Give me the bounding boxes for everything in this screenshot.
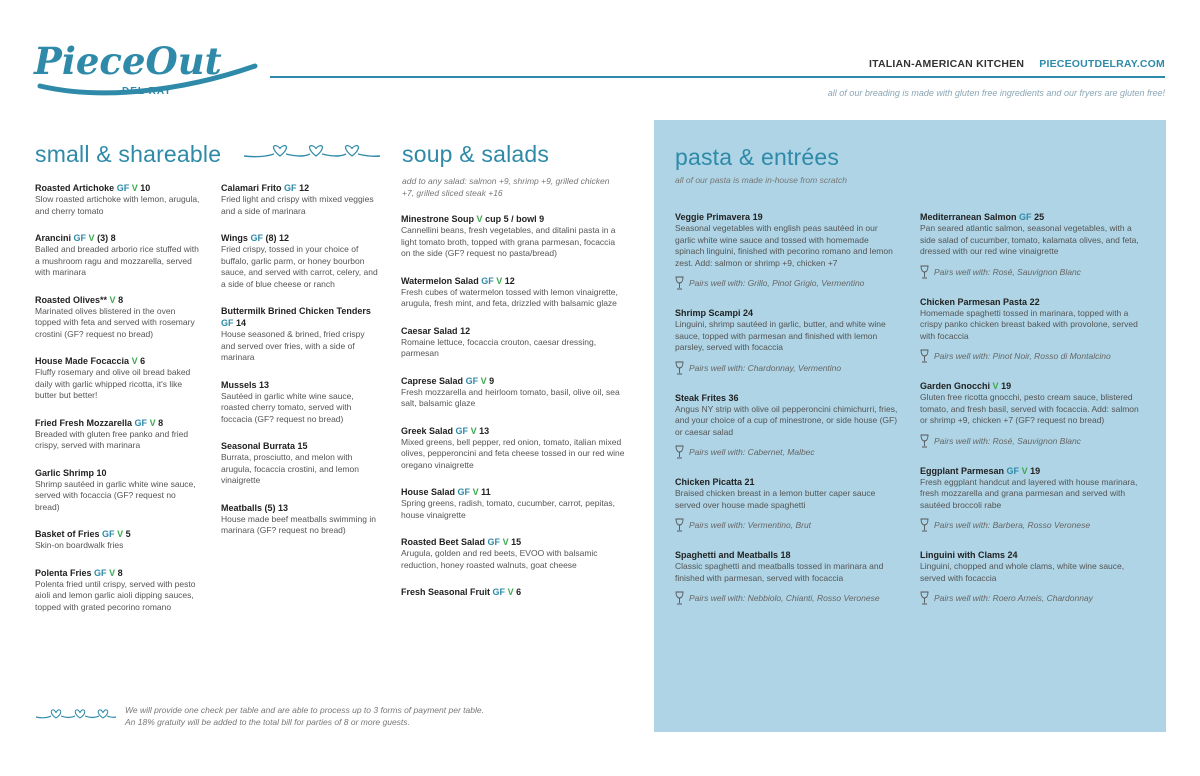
- menu-item-meatballs: [221, 502, 381, 537]
- item-name: [221, 232, 381, 244]
- vegetarian-badge: V: [1021, 465, 1028, 476]
- hearts-decoration-icon: [242, 140, 382, 169]
- item-title: Garlic Shrimp: [35, 467, 95, 478]
- item-title: Chicken Picatta: [675, 477, 743, 487]
- menu-item-caprese-salad: [401, 375, 626, 410]
- vegetarian-badge: V: [502, 537, 509, 547]
- item-name: [920, 296, 1145, 308]
- item-description: House made beef meatballs swimming in marinara (GF? request no bread): [221, 513, 376, 535]
- menu-item-fresh-seasonal-fruit: [401, 586, 626, 598]
- item-name: [920, 549, 1145, 561]
- item-title: Roasted Beet Salad: [401, 537, 486, 547]
- wine-pairing-text: Pairs well with: Roero Arneis, Chardonnay: [934, 593, 1093, 603]
- item-name: [35, 467, 200, 479]
- item-name: [401, 486, 626, 498]
- menu-item-greek-salad: [401, 425, 626, 472]
- item-price: 13: [479, 425, 490, 436]
- header-right: [869, 58, 1165, 70]
- item-price: 22: [1029, 296, 1040, 307]
- item-price: 19: [1030, 465, 1041, 476]
- menu-item-roasted-artichoke: [35, 182, 200, 217]
- menu-item-wings: [221, 232, 381, 290]
- menu-item-spaghetti-and-meatballs: [675, 549, 900, 605]
- gluten-free-badge: GF: [94, 567, 107, 578]
- item-title: Steak Frites: [675, 392, 727, 403]
- item-name: [35, 232, 200, 244]
- item-price: 8: [158, 417, 164, 428]
- soup-salads-column: [401, 213, 626, 613]
- pasta-right-column: [920, 211, 1145, 622]
- wine-pairing: [675, 361, 900, 375]
- gluten-free-badge: GF: [1019, 212, 1032, 222]
- gluten-free-badge: GF: [1006, 465, 1020, 476]
- menu-item-calamari-frito: [221, 182, 381, 217]
- pieceout-logo: [30, 36, 260, 100]
- logo-sub: DEL RAY: [122, 86, 172, 97]
- item-description: Linguini, shrimp sautéed in garlic, butter, and white wine sauce, topped with parmesan and finished with lemon parsley, served with focaccia: [675, 319, 886, 352]
- item-title: Eggplant Parmesan: [920, 465, 1005, 476]
- item-price: 24: [1007, 550, 1018, 560]
- item-price: 5: [125, 529, 131, 539]
- item-price: 15: [511, 537, 522, 547]
- item-description: Fresh mozzarella and heirloom tomato, basil, olive oil, sea salt, balsamic glaze: [401, 386, 620, 408]
- soup-salads-title: soup & salads: [402, 141, 550, 167]
- vegetarian-badge: V: [472, 487, 479, 497]
- item-name: [920, 465, 1145, 477]
- vegetarian-badge: V: [496, 275, 503, 286]
- item-name: [675, 211, 900, 223]
- wine-pairing: [675, 445, 900, 459]
- wine-glass-icon: [675, 591, 684, 605]
- item-price: 12: [299, 183, 310, 193]
- vegetarian-badge: V: [109, 567, 116, 578]
- item-description: Spring greens, radish, tomato, cucumber, carrot, pepitas, house vinaigrette: [401, 498, 616, 520]
- item-name: [35, 528, 200, 540]
- item-title: House Made Focaccia: [35, 356, 130, 366]
- vegetarian-badge: V: [131, 183, 138, 193]
- menu-item-chicken-picatta: [675, 476, 900, 532]
- item-title: Spaghetti and Meatballs: [675, 550, 779, 560]
- vegetarian-badge: V: [109, 294, 116, 305]
- item-description: Slow roasted artichoke with lemon, arugula, and cherry tomato: [35, 194, 200, 216]
- gluten-free-badge: GF: [481, 275, 494, 286]
- wine-pairing-text: Pairs well with: Rosé, Sauvignon Blanc: [934, 435, 1081, 446]
- item-name: [221, 305, 381, 329]
- menu-item-chicken-parmesan-pasta: [920, 296, 1145, 364]
- item-title: Minestrone Soup: [401, 214, 475, 224]
- item-description: Fresh eggplant handcut and layered with house marinara, fresh mozzarella and grana parmesan and served with sautéed broccoli rabe: [920, 476, 1138, 510]
- item-title: Linguini with Clams: [920, 550, 1005, 560]
- item-name: [675, 476, 900, 488]
- item-description: Linguini, chopped and whole clams, white wine sauce, served with focaccia: [920, 561, 1125, 583]
- wine-pairing-text: Pairs well with: Chardonnay, Vermentino: [689, 362, 842, 373]
- item-description: House seasoned & brined, fried crispy and served over fries, with a side of marinara: [221, 329, 365, 362]
- item-description: Romaine lettuce, focaccia crouton, caesar dressing, parmesan: [401, 336, 597, 358]
- gluten-free-badge: GF: [73, 233, 87, 243]
- item-description: Breaded with gluten free panko and fried crispy, served with marinara: [35, 428, 189, 450]
- menu-item-mussels: [221, 379, 381, 426]
- menu-item-steak-frites: [675, 392, 900, 460]
- gluten-free-badge: GF: [221, 318, 234, 328]
- header-divider: [270, 76, 1165, 78]
- item-title: Caesar Salad: [401, 325, 458, 336]
- gluten-free-badge: GF: [250, 233, 263, 243]
- wine-glass-icon: [920, 349, 929, 363]
- item-title: Veggie Primavera: [675, 212, 751, 222]
- menu-item-mediterranean-salmon: [920, 211, 1145, 279]
- gluten-free-badge: GF: [455, 425, 469, 436]
- menu-item-caesar-salad: [401, 325, 626, 360]
- item-title: Arancini: [35, 233, 72, 243]
- vegetarian-badge: V: [476, 214, 483, 224]
- breading-note: all of our breading is made with gluten free ingredients and our fryers are gluten free!: [827, 88, 1165, 98]
- item-description: Shrimp sautéed in garlic white wine sauce, served with focaccia (GF? request no bread): [35, 478, 196, 512]
- item-name: [221, 182, 381, 194]
- item-title: Greek Salad: [401, 425, 454, 436]
- item-title: Mussels: [221, 379, 257, 390]
- item-price: 6: [516, 587, 522, 597]
- wine-pairing: [675, 518, 900, 532]
- item-name: [35, 294, 200, 306]
- item-title: Shrimp Scampi: [675, 308, 741, 318]
- wine-pairing: [920, 265, 1145, 279]
- item-description: Polenta fried until crispy, served with pesto aioli and lemon garlic aioli dipping sauces, topped with grated pecorino romano: [35, 578, 196, 612]
- logo-text: PieceOut: [34, 39, 222, 83]
- item-description: Braised chicken breast in a lemon butter caper sauce served over house made spaghetti: [675, 488, 876, 510]
- item-price: (3) 8: [97, 233, 116, 243]
- menu-item-fried-fresh-mozzarella: [35, 417, 200, 452]
- item-title: Mediterranean Salmon: [920, 212, 1017, 222]
- item-description: Pan seared atlantic salmon, seasonal vegetables, with a side salad of cucumber, tomato, kalamata olives, and feta, dressed with our red wine vinaigrette: [920, 223, 1139, 256]
- small-shareable-title: small & shareable: [35, 141, 222, 167]
- gluten-free-badge: GF: [492, 587, 506, 597]
- item-title: Fried Fresh Mozzarella: [35, 417, 133, 428]
- item-name: [401, 375, 626, 387]
- menu-item-veggie-primavera: [675, 211, 900, 290]
- item-name: [221, 379, 381, 391]
- item-description: Fresh cubes of watermelon tossed with lemon vinaigrette, arugula, fresh mint, and feta, drizzled with balsamic glaze: [401, 286, 618, 308]
- item-description: Balled and breaded arborio rice stuffed with a mushroom ragu and mozzarella, served with marinara: [35, 244, 199, 277]
- item-title: Caprese Salad: [401, 375, 464, 386]
- item-price: (5) 13: [264, 502, 289, 513]
- menu-item-eggplant-parmesan: [920, 465, 1145, 533]
- wine-glass-icon: [920, 591, 929, 605]
- wine-pairing: [920, 434, 1145, 448]
- item-description: Angus NY strip with olive oil pepperoncini chimichurri, fries, and your choice of a cup of minestrone, or side house (GF) or caesar salad: [675, 403, 898, 437]
- item-title: Basket of Fries: [35, 529, 100, 539]
- wine-pairing-text: Pairs well with: Barbera, Rosso Veronese: [934, 520, 1091, 530]
- footer-payment-note: We will provide one check per table and are able to process up to 3 forms of payment per table.: [125, 705, 484, 715]
- menu-item-garlic-shrimp: [35, 467, 200, 514]
- item-name: [35, 567, 200, 579]
- menu-item-house-made-focaccia: [35, 355, 200, 402]
- item-name: [675, 307, 900, 319]
- item-title: Roasted Olives**: [35, 294, 108, 305]
- item-price: 19: [752, 212, 763, 222]
- item-price: 15: [297, 441, 308, 451]
- wine-pairing-text: Pairs well with: Vermentino, Brut: [689, 520, 812, 530]
- wine-glass-icon: [920, 265, 929, 279]
- item-price: 21: [744, 477, 755, 487]
- item-title: Roasted Artichoke: [35, 183, 115, 193]
- item-price: 19: [1001, 381, 1012, 391]
- item-name: [35, 182, 200, 194]
- item-price: 18: [780, 550, 791, 560]
- menu-item-watermelon-salad: [401, 275, 626, 310]
- gluten-free-badge: GF: [487, 537, 501, 547]
- item-price: 13: [259, 379, 270, 390]
- menu-item-buttermilk-brined-chicken-tenders: [221, 305, 381, 364]
- item-description: Homemade spaghetti tossed in marinara, topped with a crispy panko chicken breast baked with provolone, served with focaccia: [920, 307, 1138, 341]
- item-title: Watermelon Salad: [401, 275, 479, 286]
- item-price: 11: [481, 487, 491, 497]
- menu-item-minestrone-soup: [401, 213, 626, 260]
- wine-pairing: [920, 349, 1145, 363]
- item-name: [401, 536, 626, 548]
- pasta-left-column: [675, 211, 900, 622]
- item-price: 12: [504, 275, 515, 286]
- item-name: [401, 586, 626, 598]
- item-price: 10: [140, 183, 151, 193]
- item-description: Mixed greens, bell pepper, red onion, tomato, italian mixed olives, pepperoncini and feta cheese tossed in our red wine oregano vinaigrette: [401, 436, 625, 470]
- footer-gratuity-note: An 18% gratuity will be added to the total bill for parties of 8 or more guests.: [125, 717, 410, 727]
- small-shareable-right-column: [221, 182, 381, 552]
- item-description: Sautéed in garlic white wine sauce, roasted cherry tomato, served with foccacia (GF? request no bread): [221, 390, 354, 424]
- item-name: [401, 213, 626, 225]
- item-price: 8: [118, 294, 124, 305]
- item-name: [401, 325, 626, 337]
- item-name: [675, 549, 900, 561]
- vegetarian-badge: V: [470, 425, 477, 436]
- wine-glass-icon: [675, 518, 684, 532]
- vegetarian-badge: V: [480, 375, 487, 386]
- item-price: 9: [489, 375, 495, 386]
- vegetarian-badge: V: [117, 529, 124, 539]
- item-description: Cannellini beans, fresh vegetables, and ditalini pasta in a light tomato broth, topped with grana parmesan, focaccia on the side (GF? request no pasta/bread): [401, 225, 616, 258]
- item-title: Polenta Fries: [35, 567, 92, 578]
- salad-addons-note: add to any salad: salmon +9, shrimp +9, grilled chicken +7, grilled sliced steak +16: [402, 176, 610, 198]
- item-name: [221, 440, 381, 452]
- menu-item-roasted-beet-salad: [401, 536, 626, 571]
- pasta-entrees-title: pasta & entrées: [675, 144, 840, 170]
- gluten-free-badge: GF: [102, 529, 115, 539]
- wine-glass-icon: [675, 361, 684, 375]
- menu-item-basket-of-fries: [35, 528, 200, 552]
- item-price: 25: [1034, 212, 1045, 222]
- item-description: Fried light and crispy with mixed veggies and a side of marinara: [221, 194, 374, 216]
- item-name: [401, 425, 626, 437]
- item-name: [920, 211, 1145, 223]
- item-name: [401, 275, 626, 287]
- item-price: 6: [140, 356, 146, 366]
- gluten-free-badge: GF: [284, 183, 297, 193]
- wine-glass-icon: [675, 445, 684, 459]
- wine-pairing-text: Pairs well with: Cabernet, Malbec: [689, 447, 815, 457]
- wine-pairing: [920, 591, 1145, 605]
- item-description: Skin-on boardwalk fries: [35, 540, 124, 550]
- item-price: 12: [460, 325, 471, 336]
- item-title: Seasonal Burrata: [221, 441, 296, 451]
- vegetarian-badge: V: [992, 381, 999, 391]
- item-description: Arugula, golden and red beets, EVOO with balsamic reduction, honey roasted walnuts, goat cheese: [401, 548, 598, 570]
- wine-pairing-text: Pairs well with: Nebbiolo, Chianti, Rosso Veronese: [689, 593, 880, 603]
- menu-item-seasonal-burrata: [221, 440, 381, 487]
- menu-item-garden-gnocchi: [920, 380, 1145, 448]
- item-title: Fresh Seasonal Fruit: [401, 587, 491, 597]
- menu-item-arancini: [35, 232, 200, 279]
- item-price: 8: [117, 567, 123, 578]
- item-name: [920, 380, 1145, 392]
- wine-pairing-text: Pairs well with: Pinot Noir, Rosso di Montalcino: [934, 351, 1111, 361]
- website-link[interactable]: PIECEOUTDELRAY.COM: [1039, 58, 1165, 70]
- item-price: 14: [236, 318, 247, 328]
- item-title: Buttermilk Brined Chicken Tenders: [221, 306, 371, 316]
- item-description: Fried crispy, tossed in your choice of buffalo, garlic parm, or honey bourbon sauce, and served with carrot, celery, and a side of blue cheese or ranch: [221, 244, 378, 289]
- gluten-free-badge: GF: [134, 417, 148, 428]
- menu-item-house-salad: [401, 486, 626, 521]
- menu-item-shrimp-scampi: [675, 307, 900, 375]
- gluten-free-badge: GF: [457, 487, 471, 497]
- wine-glass-icon: [920, 518, 929, 532]
- item-title: Wings: [221, 233, 248, 243]
- item-name: [675, 392, 900, 404]
- vegetarian-badge: V: [507, 587, 514, 597]
- item-description: Gluten free ricotta gnocchi, pesto cream sauce, blistered tomato, and fresh basil, served with focaccia. Add: salmon or shrimp +9, chicken +7 (GF? request no bread): [920, 392, 1139, 425]
- item-price: 10: [96, 467, 107, 478]
- wine-glass-icon: [675, 276, 684, 290]
- menu-item-roasted-olives: [35, 294, 200, 341]
- wine-pairing-text: Pairs well with: Grillo, Pinot Grigio, Vermentino: [689, 278, 865, 288]
- footer-hearts-icon: [35, 707, 117, 726]
- item-description: Burrata, prosciutto, and melon with arugula, focaccia crostini, and lemon vinaigrette: [221, 452, 359, 485]
- item-description: Fluffy rosemary and olive oil bread baked daily with garlic whipped ricotta, it's like butter but better!: [35, 367, 191, 400]
- item-price: (8) 12: [265, 233, 289, 243]
- item-price: cup 5 / bowl 9: [485, 214, 545, 224]
- item-title: Meatballs: [221, 502, 263, 513]
- vegetarian-badge: V: [149, 417, 156, 428]
- item-title: Chicken Parmesan Pasta: [920, 296, 1028, 307]
- wine-pairing: [675, 591, 900, 605]
- gluten-free-badge: GF: [465, 375, 479, 386]
- small-shareable-left-column: [35, 182, 200, 628]
- item-title: House Salad: [401, 487, 456, 497]
- pasta-note: all of our pasta is made in-house from scratch: [675, 175, 847, 185]
- item-name: [221, 502, 381, 514]
- item-description: Seasonal vegetables with english peas sautéed in our garlic white wine sauce and tossed with homemade spinach linguini, finished with pecorino romano and lemon zest. Add: salmon or shrimp +9, chicken +7: [675, 223, 893, 268]
- item-price: 36: [728, 392, 739, 403]
- wine-pairing: [675, 276, 900, 290]
- footer-note: [125, 704, 484, 728]
- item-title: Calamari Frito: [221, 183, 282, 193]
- item-description: Classic spaghetti and meatballs tossed in marinara and finished with parmesan, served with focaccia: [675, 561, 884, 583]
- vegetarian-badge: V: [88, 233, 95, 243]
- item-title: Garden Gnocchi: [920, 381, 991, 391]
- gluten-free-badge: GF: [116, 183, 130, 193]
- item-name: [35, 417, 200, 429]
- item-name: [35, 355, 200, 367]
- wine-pairing: [920, 518, 1145, 532]
- wine-pairing-text: Pairs well with: Rosé, Sauvignon Blanc: [934, 266, 1081, 277]
- item-price: 24: [743, 308, 754, 318]
- item-description: Marinated olives blistered in the oven topped with feta and served with rosemary crostini (GF? request no bread): [35, 305, 195, 339]
- vegetarian-badge: V: [131, 356, 138, 366]
- menu-item-polenta-fries: [35, 567, 200, 614]
- menu-item-linguini-with-clams: [920, 549, 1145, 605]
- tagline: ITALIAN-AMERICAN KITCHEN: [869, 58, 1025, 70]
- wine-glass-icon: [920, 434, 929, 448]
